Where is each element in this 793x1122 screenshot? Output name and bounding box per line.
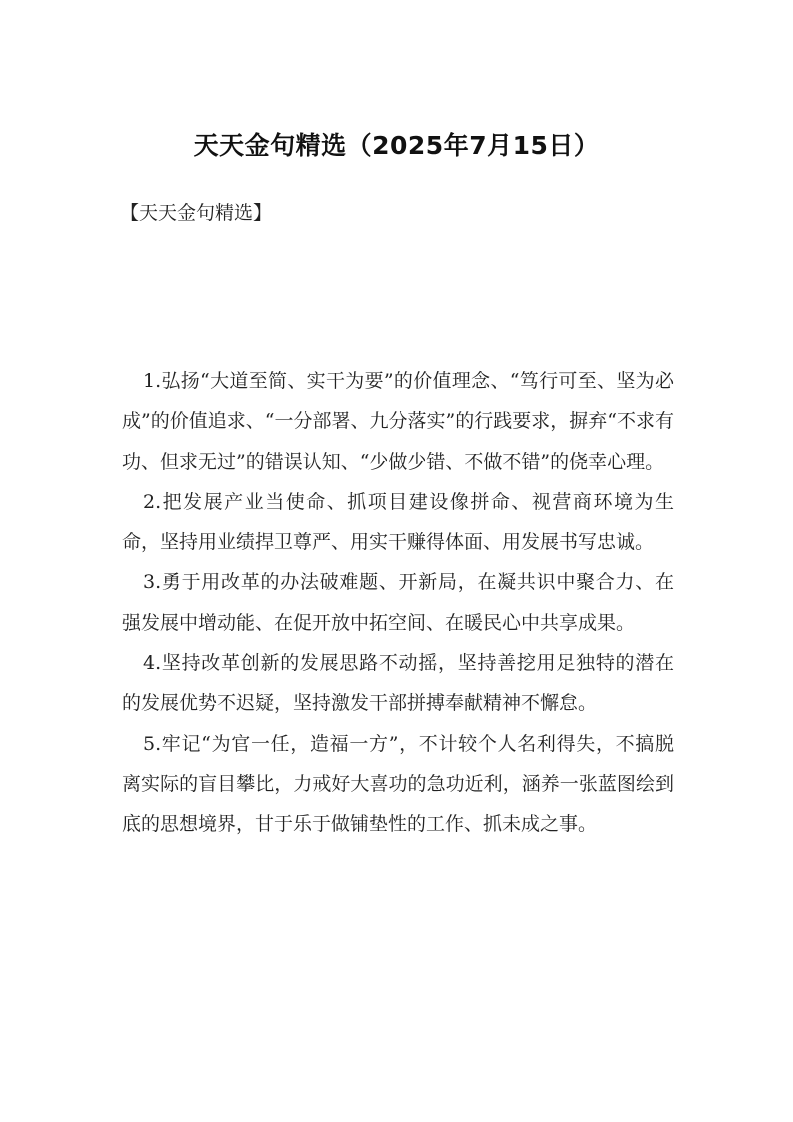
document-body	[122, 361, 674, 845]
quote-paragraph-2: 2.把发展产业当使命、抓项目建设像拼命、视营商环境为生命，坚持用业绩捍卫尊严、用实干赚得体面、用发展书写忠诚。	[122, 490, 674, 554]
quote-paragraph-4: 4.坚持改革创新的发展思路不动摇，坚持善挖用足独特的潜在的发展优势不迟疑，坚持激发干部拼搏奉献精神不懈怠。	[122, 652, 674, 715]
section-heading: 【天天金句精选】	[120, 202, 273, 224]
document-title: 天天金句精选（2025年7月15日）	[193, 131, 600, 160]
quote-paragraph-1: 1.弘扬“大道至简、实干为要”的价值理念、“笃行可至、坚为必成”的价值追求、“一分部署、九分落实”的行践要求，摒弃“不求有功、但求无过”的错误认知、“少做少错、不做不错”的侥幸心理。	[122, 370, 674, 473]
quote-paragraph-5: 5.牢记“为官一任，造福一方”，不计较个人名利得失，不搞脱离实际的盲目攀比，力戒好大喜功的急功近利，涵养一张蓝图绘到底的思想境界，甘于乐于做铺垫性的工作、抓未成之事。	[122, 732, 674, 836]
quote-paragraph-3: 3.勇于用改革的办法破难题、开新局，在凝共识中聚合力、在强发展中增动能、在促开放中拓空间、在暖民心中共享成果。	[122, 571, 674, 634]
